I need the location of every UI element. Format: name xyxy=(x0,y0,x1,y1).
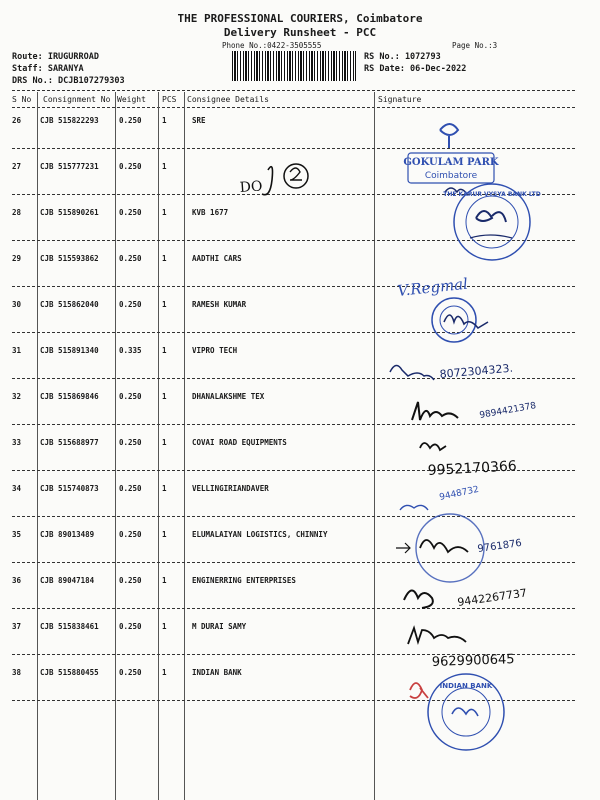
row-consignment: CJB 89013489 xyxy=(40,530,95,539)
column-pcs: PCS xyxy=(162,95,177,104)
row-consignee: KVB 1677 xyxy=(192,208,229,217)
row-consignment: CJB 515838461 xyxy=(40,622,99,631)
row30-handwriting: V.Regmal xyxy=(396,274,469,300)
column-sno: S No xyxy=(12,95,32,104)
row-weight: 0.250 xyxy=(119,484,142,493)
row-sno: 31 xyxy=(12,346,22,355)
row-pcs: 1 xyxy=(162,208,167,217)
row34-phone: 9448732 xyxy=(438,484,480,503)
page-number: Page No.:3 xyxy=(452,41,498,50)
row-consignee: VIPRO TECH xyxy=(192,346,238,355)
row-weight: 0.250 xyxy=(119,254,142,263)
row-consignment: CJB 515869846 xyxy=(40,392,99,401)
row-consignee: M DURAI SAMY xyxy=(192,622,247,631)
row-weight: 0.250 xyxy=(119,438,142,447)
row31-phone: 8072304323. xyxy=(439,361,514,381)
row35-signature xyxy=(396,514,523,582)
row-weight: 0.250 xyxy=(119,392,142,401)
runsheet-title: THE PROFESSIONAL COURIERS, Coimbatore xyxy=(177,12,423,25)
row-weight: 0.335 xyxy=(119,346,142,355)
indian-bank-stamp xyxy=(410,674,504,750)
row32-phone: 9894421378 xyxy=(478,401,537,421)
row31-signature xyxy=(390,362,513,381)
row-weight: 0.250 xyxy=(119,668,142,677)
row-pcs: 1 xyxy=(162,162,167,171)
row36-signature xyxy=(404,586,528,609)
column-consignment: Consignment No xyxy=(43,95,111,104)
row-consignment: CJB 515822293 xyxy=(40,116,99,125)
row-consignment: CJB 515688977 xyxy=(40,438,99,447)
row-pcs: 1 xyxy=(162,254,167,263)
row-consignee: ELUMALAIYAN LOGISTICS, CHINNIY xyxy=(192,530,328,539)
row-consignment: CJB 515891340 xyxy=(40,346,99,355)
row-pcs: 1 xyxy=(162,576,167,585)
route-label: Route: IRUGURROAD xyxy=(12,52,99,62)
row-sno: 28 xyxy=(12,208,22,217)
row-sno: 30 xyxy=(12,300,22,309)
row-pcs: 1 xyxy=(162,530,167,539)
row-consignment: CJB 515880455 xyxy=(40,668,99,677)
row-weight: 0.250 xyxy=(119,300,142,309)
phone-number: Phone No.:0422-3505555 xyxy=(222,41,322,50)
row-sno: 27 xyxy=(12,162,22,171)
row-sno: 36 xyxy=(12,576,22,585)
row-consignment: CJB 515862040 xyxy=(40,300,99,309)
row-pcs: 1 xyxy=(162,484,167,493)
row-consignment: CJB 89047184 xyxy=(40,576,95,585)
row-pcs: 1 xyxy=(162,116,167,125)
row-pcs: 1 xyxy=(162,392,167,401)
row-weight: 0.250 xyxy=(119,208,142,217)
row36-phone: 9442267737 xyxy=(456,586,528,609)
gokulam-line2: Coimbatore xyxy=(424,171,478,181)
row-consignee: SRE xyxy=(192,116,206,125)
row-consignee: COVAI ROAD EQUIPMENTS xyxy=(192,438,287,447)
row34-signature xyxy=(400,485,480,510)
column-consignee: Consignee Details xyxy=(187,95,269,104)
row-consignee: ENGINERRING ENTERPRISES xyxy=(192,576,296,585)
row37-signature xyxy=(408,628,515,670)
row-sno: 26 xyxy=(12,116,22,125)
row-weight: 0.250 xyxy=(119,530,142,539)
row-consignee: VELLINGIRIANDAVER xyxy=(192,484,269,493)
row-sno: 38 xyxy=(12,668,22,677)
column-weight: Weight xyxy=(117,95,146,104)
row-pcs: 1 xyxy=(162,438,167,447)
gokulam-line1: GOKULAM PARK xyxy=(403,157,499,168)
row-pcs: 1 xyxy=(162,300,167,309)
row27-handwriting: DO xyxy=(239,178,263,196)
row-pcs: 1 xyxy=(162,346,167,355)
row-sno: 37 xyxy=(12,622,22,631)
row-pcs: 1 xyxy=(162,668,167,677)
row-weight: 0.250 xyxy=(119,116,142,125)
row33-phone: 9952170366 xyxy=(427,458,518,479)
row-consignment: CJB 515593862 xyxy=(40,254,99,263)
runsheet-subtitle: Delivery Runsheet - PCC xyxy=(223,26,377,39)
row-consignee: INDIAN BANK xyxy=(192,668,242,677)
row-weight: 0.250 xyxy=(119,622,142,631)
row-sno: 34 xyxy=(12,484,22,493)
row27-signature xyxy=(239,164,308,196)
row-weight: 0.250 xyxy=(119,162,142,171)
row-pcs: 1 xyxy=(162,622,167,631)
row-weight: 0.250 xyxy=(119,576,142,585)
staff-label: Staff: SARANYA xyxy=(12,64,84,74)
row33-signature xyxy=(420,443,517,479)
row-sno: 29 xyxy=(12,254,22,263)
row35-phone: 9761876 xyxy=(476,537,523,555)
rs-date: RS Date: 06-Dec-2022 xyxy=(364,64,467,74)
rs-number: RS No.: 1072793 xyxy=(364,52,441,62)
row32-signature xyxy=(412,401,537,421)
kvb-stamp-text: THE KARUR VYSYA BANK LTD xyxy=(443,191,541,198)
indian-bank-stamp-text: INDIAN BANK xyxy=(439,682,493,690)
row-sno: 32 xyxy=(12,392,22,401)
row-consignment: CJB 515890261 xyxy=(40,208,99,217)
column-signature: Signature xyxy=(378,95,422,104)
row-sno: 33 xyxy=(12,438,22,447)
row-consignee: DHANALAKSHME TEX xyxy=(192,392,265,401)
row-consignee: AADTHI CARS xyxy=(192,254,242,263)
row-consignment: CJB 515777231 xyxy=(40,162,99,171)
row-consignee: RAMESH KUMAR xyxy=(192,300,247,309)
row37-phone: 9629900645 xyxy=(431,652,515,670)
gokulam-park-stamp xyxy=(403,124,499,194)
row-sno: 35 xyxy=(12,530,22,539)
kvb-stamp xyxy=(443,184,541,260)
row30-signature xyxy=(397,275,488,342)
row-consignment: CJB 515740873 xyxy=(40,484,99,493)
drs-number: DRS No.: DCJB107279303 xyxy=(12,76,125,86)
